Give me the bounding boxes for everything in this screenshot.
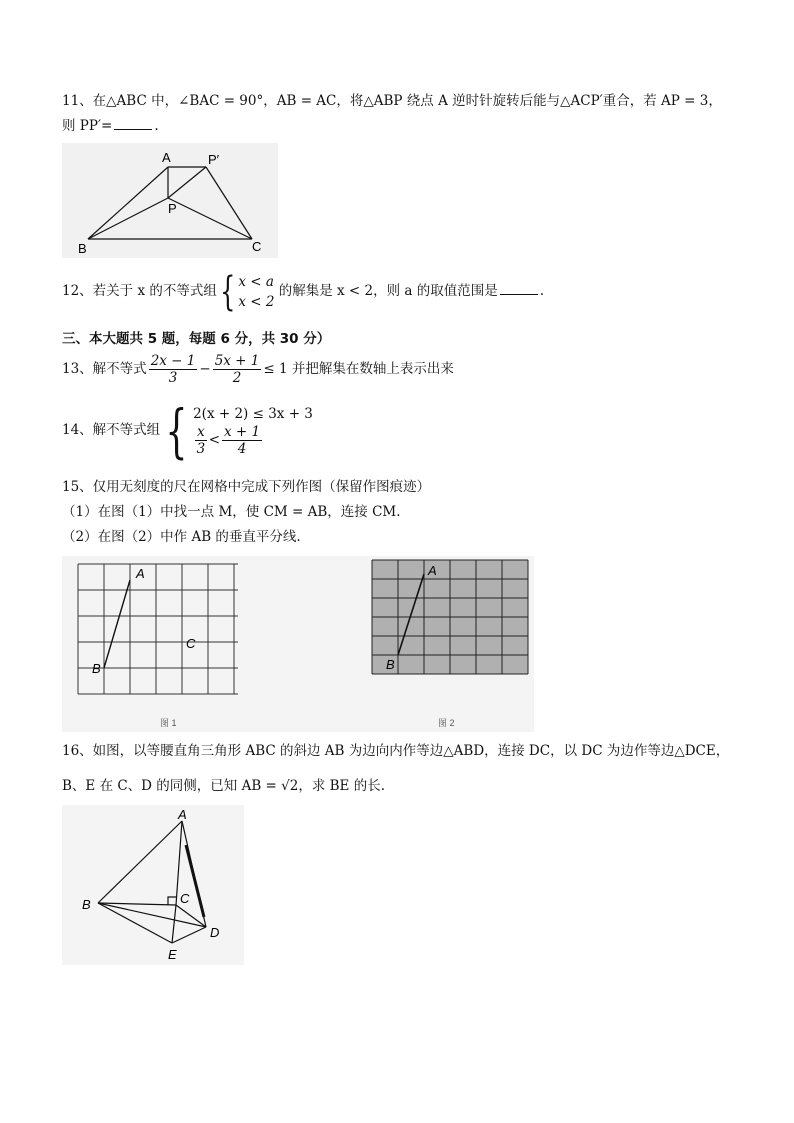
q12-prefix: 12、若关于 x 的不等式组 [62,283,217,299]
q11-label-a: A [162,150,171,165]
q13-frac2-denominator: 2 [232,370,242,386]
q11-label-c: C [252,239,262,254]
q11-line2-prefix: 则 PP′= [62,118,113,134]
q14-ineq2-op: < [208,432,221,448]
q11-label-p: P [168,201,177,216]
q14-ineq2-lhs-den: 3 [196,441,206,457]
q13-line [62,350,454,388]
q15-grid1 [62,556,298,732]
q13-frac1-numerator: 2x − 1 [150,353,196,369]
q16-label-a: A [178,807,187,822]
q16-segment-bc [98,903,176,905]
q15-grid2 [298,556,534,732]
q13-minus: − [199,361,211,377]
q11-figure [62,143,278,258]
q16-segment-be [98,903,172,943]
q14-ineq2-rhs [222,424,262,457]
q15-fig2-caption: 图 2 [438,718,455,728]
q14-ineq1: 2(x + 2) ≤ 3x + 3 [193,406,313,422]
q13-fraction1 [149,353,198,386]
q15-fig1-label-c: C [186,636,196,651]
q12-ineq1: x < a [238,273,274,290]
q15-line2: （1）在图（1）中找一点 M，使 CM = AB，连接 CM. [62,504,401,520]
q11-segment-pp-prime [168,167,206,198]
q14-ineq2-rhs-den: 4 [237,441,247,457]
q13-prefix: 13、解不等式 [62,361,147,377]
q15-figure1 [62,556,298,732]
q16-segment-de [172,927,206,943]
q11-label-b: B [78,241,87,256]
q11-line1: 11、在△ABC 中，∠BAC = 90°，AB = AC，将△ABP 绕点 A 逆时针旋转后能与△ACP′重合，若 AP = 3， [62,93,722,109]
q16-label-c: C [180,891,190,906]
q16-thick-segment [186,845,204,917]
q12-line [62,268,545,315]
q12-suffix: 的解集是 x < 2，则 a 的取值范围是 [278,283,498,299]
q16-segment-ba [98,821,182,903]
q14-ineq2-lhs [195,424,207,457]
q15-line3: （2）在图（2）中作 AB 的垂直平分线. [62,529,301,545]
q13-frac2-numerator: 5x + 1 [214,353,260,369]
q12-system [238,272,274,312]
q15-fig1-label-b: B [92,661,101,676]
section3-heading: 三、本大题共 5 题，每题 6 分，共 30 分） [62,331,331,347]
q11-segment-ba [88,167,168,239]
q14-ineq2-lhs-num: x [197,424,205,440]
q14-ineq2 [193,424,313,457]
q15-fig2-label-a: A [428,563,437,578]
q14-line [62,396,313,465]
q12-brace: { [219,268,236,315]
q15-fig1-caption: 图 1 [160,718,177,728]
q14-brace: { [165,396,188,465]
q13-suffix: ≤ 1 并把解集在数轴上表示出来 [263,361,454,377]
q16-line1: 16、如图，以等腰直角三角形 ABC 的斜边 AB 为边向内作等边△ABD，连接 DC，以 DC 为边作等边△DCE， [62,743,730,759]
q12-end: . [539,283,545,299]
q11-answer-blank[interactable] [114,117,152,130]
q11-label-p-prime: P′ [208,152,220,167]
q15-fig2-label-b: B [386,657,395,672]
q16-label-b: B [82,897,91,912]
q11-line2 [62,117,159,135]
q15-fig1-segment-ab [104,580,130,668]
q14-ineq2-rhs-num: x + 1 [224,424,261,440]
q13-frac1-denominator: 3 [168,370,178,386]
q12-answer-blank[interactable] [500,282,538,295]
q11-segment-bp [88,198,168,239]
q16-label-e: E [168,947,177,962]
q15-figure2 [298,556,534,732]
q16-segment-ce [172,905,176,943]
q14-prefix: 14、解不等式组 [62,422,161,438]
q16-right-angle-mark [168,897,176,905]
q16-triangle-diagram [62,805,244,965]
q16-label-d: D [210,925,220,940]
q16-figure [62,805,244,965]
q15-line1: 15、仅用无刻度的尺在网格中完成下列作图（保留作图痕迹） [62,479,431,495]
q15-fig1-label-a: A [136,566,145,581]
q12-ineq2: x < 2 [238,293,275,310]
q11-line2-suffix: . [154,118,159,134]
q16-line2: B、E 在 C、D 的同侧，已知 AB = √2，求 BE 的长. [62,778,385,794]
q14-system [193,404,313,457]
q13-fraction2 [213,353,262,386]
q11-triangle-diagram [62,143,278,258]
